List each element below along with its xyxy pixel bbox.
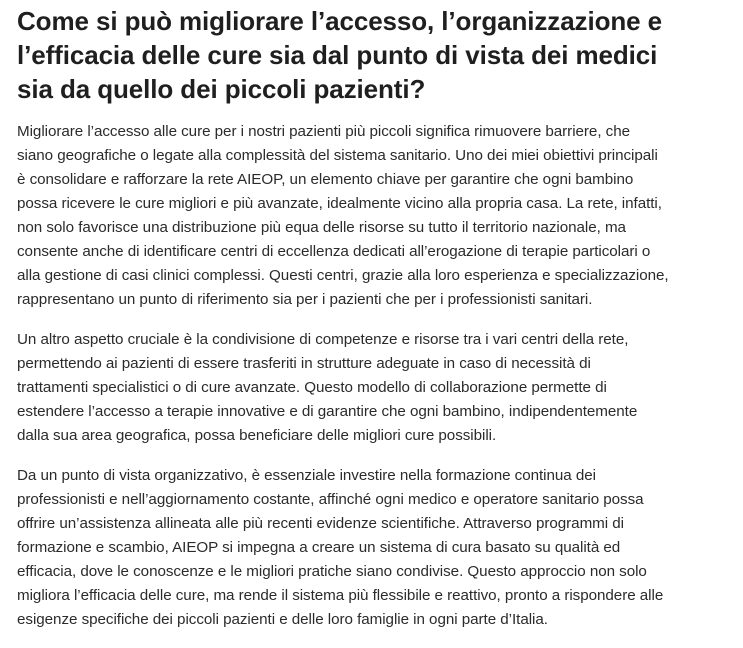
paragraph-line: consente anche di identificare centri di eccellenza dedicati all’erogazione di terapie particolari o (17, 243, 651, 260)
heading-line: l’efficacia delle cure sia dal punto di vista dei medici (17, 40, 658, 70)
paragraph-line: siano geografiche o legate alla complessità del sistema sanitario. Uno dei miei obiettivi principali (17, 147, 658, 164)
paragraph-line: efficacia, dove le conoscenze e le migliori pratiche siano condivise. Questo approccio non solo (17, 563, 647, 580)
article-heading (17, 4, 735, 106)
paragraph-line: trattamenti specialistici o di cure avanzate. Questo modello di collaborazione permette di (17, 379, 607, 396)
paragraph-access (17, 120, 735, 312)
paragraph-organization (17, 464, 735, 632)
paragraph-line: professionisti e nell’aggiornamento costante, affinché ogni medico e operatore sanitario possa (17, 491, 644, 508)
paragraph-line: offrire un’assistenza allineata alle più recenti evidenze scientifiche. Attraverso programmi di (17, 515, 624, 532)
paragraph-line: esigenze specifiche dei piccoli pazienti e delle loro famiglie in ogni parte d’Italia. (17, 611, 548, 628)
paragraph-collaboration (17, 328, 735, 448)
paragraph-line: alla gestione di casi clinici complessi. Questi centri, grazie alla loro esperienza e specializzazione, (17, 267, 669, 284)
paragraph-line: rappresentano un punto di riferimento sia per i pazienti che per i professionisti sanitari. (17, 291, 593, 308)
article (17, 4, 735, 648)
paragraph-line: permettendo ai pazienti di essere trasferiti in strutture adeguate in caso di necessità di (17, 355, 591, 372)
paragraph-line: formazione e scambio, AIEOP si impegna a creare un sistema di cura basato su qualità ed (17, 539, 621, 556)
paragraph-line: migliora l’efficacia delle cure, ma rende il sistema più flessibile e reattivo, pronto a rispondere alle (17, 587, 664, 604)
paragraph-line: è consolidare e rafforzare la rete AIEOP, un elemento chiave per garantire che ogni bambino (17, 171, 634, 188)
paragraph-line: estendere l’accesso a terapie innovative e di garantire che ogni bambino, indipendentemente (17, 403, 638, 420)
paragraph-line: dalla sua area geografica, possa beneficiare delle migliori cure possibili. (17, 427, 497, 444)
paragraph-line: possa ricevere le cure migliori e più avanzate, idealmente vicino alla propria casa. La rete, infatti, (17, 195, 662, 212)
paragraph-line: Da un punto di vista organizzativo, è essenziale investire nella formazione continua dei (17, 467, 596, 484)
paragraph-line: Un altro aspetto cruciale è la condivisione di competenze e risorse tra i vari centri della rete, (17, 331, 629, 348)
heading-line: Come si può migliorare l’accesso, l’organizzazione e (17, 6, 662, 36)
heading-line: sia da quello dei piccoli pazienti? (17, 74, 426, 104)
paragraph-line: non solo favorisce una distribuzione più equa delle risorse su tutto il territorio nazionale, ma (17, 219, 626, 236)
paragraph-line: Migliorare l’accesso alle cure per i nostri pazienti più piccoli significa rimuovere barriere, che (17, 123, 630, 140)
